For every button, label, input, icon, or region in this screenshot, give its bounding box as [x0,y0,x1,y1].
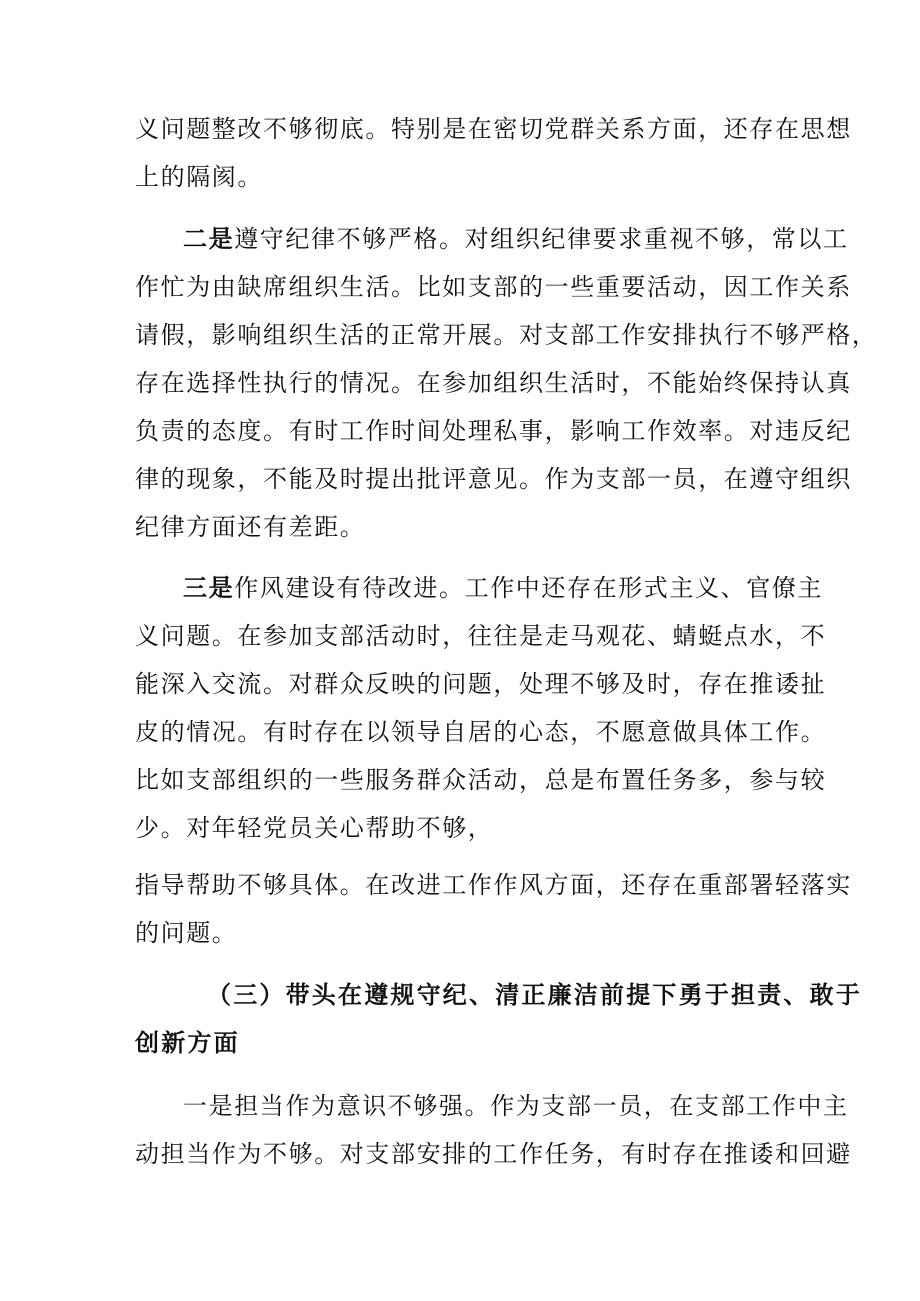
text-line: 指导帮助不够具体。在改进工作作风方面，还存在重部署轻落实 [135,871,852,899]
text-line: 的问题。 [135,919,238,947]
paragraph-lead-line [183,215,849,263]
text-line: 义问题整改不够彻底。特别是在密切党群关系方面，还存在思想 [135,115,852,143]
text-line: 负责的态度。有时工作时间处理私事，影响工作效率。对违反纪 [135,417,852,445]
section-heading: （三）带头在遵规守纪、清正廉洁前提下勇于担责、敢于 [207,981,862,1009]
text-line: 能深入交流。对群众反映的问题，处理不够及时，存在推诿扯 [135,670,827,698]
text-line: 一是担当作为意识不够强。作为支部一员，在支部工作中主 [183,1092,849,1120]
paragraph-lead: 二是 [183,225,235,253]
text-line: 请假，影响组织生活的正常开展。对支部工作安排执行不够严格， [135,321,878,349]
text-span: 作风建设有待改进。工作中还存在形式主义、官僚主 [234,574,824,602]
text-line: 存在选择性执行的情况。在参加组织生活时，不能始终保持认真 [135,369,852,397]
section-heading: 创新方面 [135,1029,240,1057]
paragraph-lead: 三是 [183,574,235,602]
text-line: 上的隔阂。 [135,163,263,191]
paragraph-lead-line [183,564,824,612]
text-line: 比如支部组织的一些服务群众活动，总是布置任务多，参与较 [135,766,827,794]
text-line: 义问题。在参加支部活动时，往往是走马观花、蜻蜓点水，不 [135,622,827,650]
text-span: 遵守纪律不够严格。对组织纪律要求重视不够，常以工 [234,225,849,253]
text-line: 皮的情况。有时存在以领导自居的心态，不愿意做具体工作。 [135,718,827,746]
text-line: 作忙为由缺席组织生活。比如支部的一些重要活动，因工作关系 [135,273,852,301]
text-line: 纪律方面还有差距。 [135,513,366,541]
text-line: 动担当作为不够。对支部安排的工作任务，有时存在推诿和回避 [135,1140,852,1168]
text-line: 少。对年轻党员关心帮助不够， [135,814,494,842]
text-line: 律的现象，不能及时提出批评意见。作为支部一员，在遵守组织 [135,465,852,493]
